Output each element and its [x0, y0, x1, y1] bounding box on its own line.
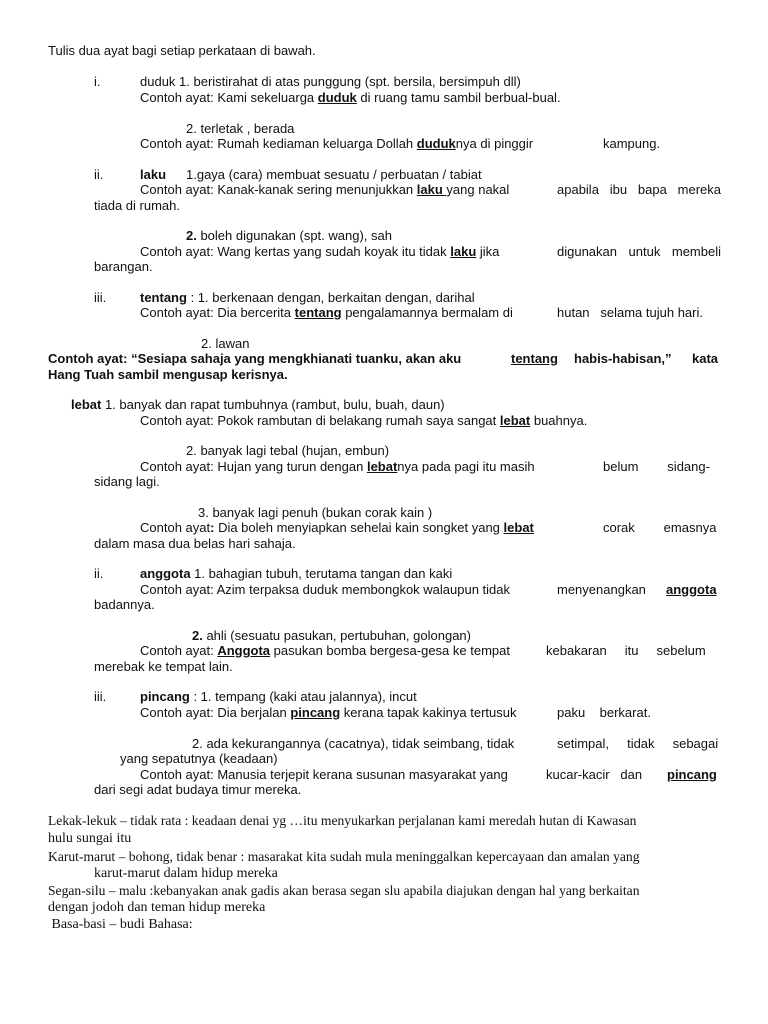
example-laku-1-rest: apabila ibu bapa mereka: [557, 182, 721, 197]
example-prefix: Contoh ayat:: [140, 643, 218, 658]
highlighted-word: anggota: [666, 582, 717, 597]
example-tentang-1-rest: hutan selama tujuh hari.: [557, 305, 703, 320]
example-text: pasukan bomba bergesa-gesa ke tempat: [270, 643, 510, 658]
example-duduk-1: [140, 90, 561, 106]
highlighted-word: pincang: [667, 767, 717, 782]
definition-text: boleh digunakan (spt. wang), sah: [196, 228, 392, 243]
example-prefix: Contoh ayat:: [140, 459, 218, 474]
definition-number: 2.: [192, 628, 203, 643]
definition-pincang-2-rest: setimpal, tidak sebagai: [557, 736, 719, 751]
headword-lebat: lebat: [71, 397, 102, 412]
example-pincang-2-cont: dari segi adat budaya timur mereka.: [94, 782, 302, 797]
highlighted-word: duduk: [317, 90, 357, 105]
definition-text: ahli (sesuatu pasukan, pertubuhan, golongan): [202, 628, 471, 643]
example-text: jika: [476, 244, 500, 259]
example-duduk-2-end: kampung.: [603, 136, 661, 151]
example-text: Dia boleh menyiapkan sehelai kain songket yang: [214, 520, 504, 535]
example-anggota-2-rest: kebakaran itu sebelum: [546, 643, 706, 658]
definition-laku-2: [186, 228, 392, 244]
example-tentang-2-post: habis-habisan,”: [574, 351, 672, 366]
definition-anggota-2: [192, 628, 471, 644]
definition-text: 1.: [190, 566, 206, 581]
highlighted-word: lebat: [499, 413, 531, 428]
idiom-line-cont: hulu sungai itu: [48, 831, 132, 846]
definition-lebat-1: [71, 397, 445, 413]
example-anggota-1-cont: badannya.: [94, 597, 155, 612]
example-laku-1-cont: tiada di rumah.: [94, 198, 180, 213]
headword-laku: laku: [140, 167, 167, 182]
example-text: Wang kertas yang sudah koyak itu tidak: [217, 244, 451, 259]
definition-pincang-2: 2. ada kekurangannya (cacatnya), tidak seimbang, tidak: [192, 736, 515, 751]
idiom-line: Segan-silu – malu :kebanyakan anak gadis akan berasa segan slu apabila diajukan dengan hal yang berkaitan: [48, 883, 640, 898]
example-prefix: Contoh ayat:: [140, 582, 217, 597]
definition-lebat-2: 2. banyak lagi tebal (hujan, embun): [186, 443, 390, 458]
definition-text: 1. banyak dan rapat tumbuhnya (rambut, bulu, buah, daun): [101, 397, 445, 412]
example-laku-1: [140, 182, 509, 198]
example-anggota-2-cont: merebak ke tempat lain.: [94, 659, 233, 674]
example-text: di ruang tamu sambil berbual-bual.: [356, 90, 561, 105]
example-laku-2-cont: barangan.: [94, 259, 153, 274]
highlighted-word: Anggota: [217, 643, 271, 658]
example-text: nya pada pagi itu masih: [397, 459, 535, 474]
example-laku-2-rest: digunakan untuk membeli: [557, 244, 721, 259]
definition-laku-1: 1.gaya (cara) membuat sesuatu / perbuatan / tabiat: [186, 167, 482, 182]
example-prefix: Contoh ayat:: [140, 305, 218, 320]
idiom-line: Lekak-lekuk – tidak rata : keadaan denai yg …itu menyukarkan perjalanan kami meredah hutan di Kawasan: [48, 813, 637, 828]
example-text: Kanak-kanak sering menunjukkan: [217, 182, 417, 197]
definition-tentang-2: 2. lawan: [201, 336, 250, 351]
definition-text: : 1. berkenaan dengan, berkaitan dengan, darihal: [186, 290, 475, 305]
example-text: Hujan yang turun dengan: [217, 459, 367, 474]
highlighted-word: laku: [450, 244, 477, 259]
example-prefix: Contoh ayat:: [140, 136, 218, 151]
example-duduk-2: [140, 136, 533, 152]
example-prefix: Contoh ayat: [140, 520, 211, 535]
definition-number: 2.: [186, 228, 197, 243]
idiom-line-cont: dengan jodoh dan teman hidup mereka: [48, 900, 266, 915]
example-text: Dia bercerita: [217, 305, 295, 320]
example-text: Azim terpaksa duduk membongkok walaupun tidak: [216, 582, 511, 597]
example-lebat-2: [140, 459, 535, 475]
highlighted-word: tentang: [511, 351, 558, 366]
example-prefix: Contoh ayat:: [140, 182, 218, 197]
example-lebat-1: [140, 413, 587, 429]
example-text: Manusia terjepit kerana susunan masyarakat yang: [217, 767, 508, 782]
item-number: ii.: [94, 566, 104, 581]
definition-lebat-3: 3. banyak lagi penuh (bukan corak kain ): [198, 505, 433, 520]
example-prefix: Contoh ayat:: [140, 244, 218, 259]
example-pincang-2-rest: kucar-kacir dan: [546, 767, 643, 782]
definition-text: : 1. tempang (kaki atau jalannya), incut: [189, 689, 417, 704]
example-lebat-3-cont: dalam masa dua belas hari sahaja.: [94, 536, 296, 551]
idiom-line: Basa-basi – budi Bahasa:: [48, 917, 193, 932]
example-text: yang nakal: [446, 182, 510, 197]
example-pincang-1-rest: paku berkarat.: [557, 705, 651, 720]
highlighted-word: duduk: [416, 136, 456, 151]
example-lebat-2-cont: sidang lagi.: [94, 474, 160, 489]
example-prefix: Contoh ayat:: [140, 705, 218, 720]
example-anggota-1-rest: menyenangkan: [557, 582, 646, 597]
headword-pincang: pincang: [140, 689, 190, 704]
example-text: Kami sekeluarga: [217, 90, 318, 105]
headword-anggota: anggota: [140, 566, 191, 581]
example-lebat-2-rest: belum sidang-: [603, 459, 710, 474]
highlighted-word: lebat: [503, 520, 534, 535]
highlighted-word: lebat: [366, 459, 398, 474]
example-text: kerana tapak kakinya tertusuk: [340, 705, 517, 720]
headword-tentang: tentang: [140, 290, 187, 305]
example-text: pengalamannya bermalam di: [341, 305, 513, 320]
item-number: iii.: [94, 689, 107, 704]
definition-pincang-1: [140, 689, 417, 705]
example-text: Pokok rambutan di belakang rumah saya sangat: [217, 413, 500, 428]
example-text: Rumah kediaman keluarga Dollah: [217, 136, 417, 151]
example-lebat-3-rest: corak emasnya: [603, 520, 717, 535]
item-number: iii.: [94, 290, 107, 305]
highlighted-word: pincang: [290, 705, 341, 720]
definition-duduk-2: 2. terletak , berada: [186, 121, 295, 136]
item-number: i.: [94, 74, 101, 89]
example-laku-2: [140, 244, 499, 260]
example-tentang-2-kata: kata: [692, 351, 719, 366]
example-prefix: Contoh ayat:: [48, 351, 132, 366]
example-text: Dia berjalan: [217, 705, 291, 720]
example-pincang-1: [140, 705, 517, 721]
highlighted-word: laku: [416, 182, 447, 197]
example-anggota-2: [140, 643, 510, 659]
instruction-text: Tulis dua ayat bagi setiap perkataan di bawah.: [48, 43, 316, 58]
definition-duduk-1: duduk 1. beristirahat di atas punggung (spt. bersila, bersimpuh dll): [140, 74, 521, 89]
definition-text: bahagian tubuh, terutama tangan dan kaki: [205, 566, 453, 581]
example-prefix: Contoh ayat:: [140, 90, 218, 105]
item-number: ii.: [94, 167, 104, 182]
example-colon: :: [210, 520, 215, 535]
example-text: buahnya.: [530, 413, 588, 428]
example-anggota-1: [140, 582, 510, 598]
example-tentang-2-cont: Hang Tuah sambil mengusap kerisnya.: [48, 367, 288, 382]
definition-anggota-1: [140, 566, 452, 582]
example-tentang-1: [140, 305, 513, 321]
example-lebat-3: [140, 520, 534, 536]
example-tentang-2: [48, 351, 461, 367]
definition-tentang-1: [140, 290, 475, 306]
example-pincang-2: [140, 767, 508, 783]
example-prefix: Contoh ayat:: [140, 767, 218, 782]
idiom-line-cont: karut-marut dalam hidup mereka: [94, 866, 278, 881]
example-quote: “Sesiapa sahaja yang mengkhianati tuanku, akan aku: [131, 351, 462, 366]
example-prefix: Contoh ayat:: [140, 413, 218, 428]
definition-pincang-2-cont: yang sepatutnya (keadaan): [120, 751, 278, 766]
idiom-line: Karut-marut – bohong, tidak benar : masarakat kita sudah mula meninggalkan kepercayaan dan amalan yang: [48, 849, 640, 864]
example-text: nya di pinggir: [455, 136, 534, 151]
highlighted-word: tentang: [294, 305, 342, 320]
